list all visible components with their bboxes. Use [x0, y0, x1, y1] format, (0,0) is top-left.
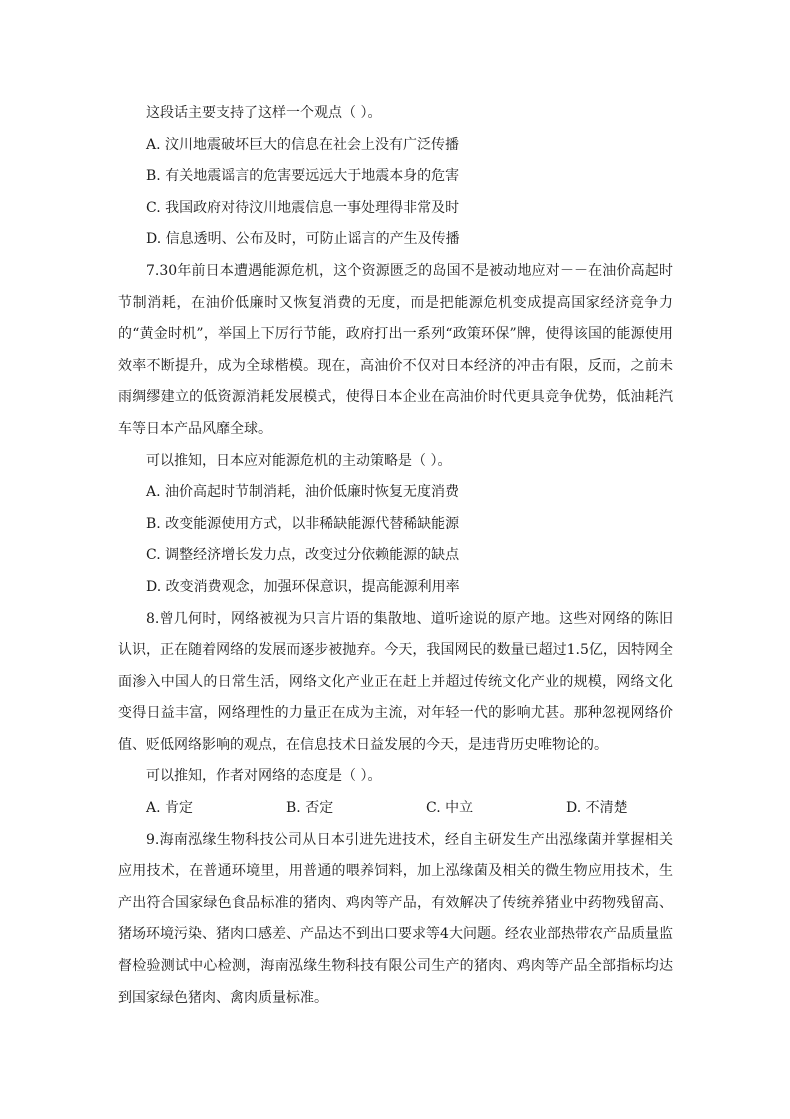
- question-6-option-c: C. 我国政府对待汶川地震信息一事处理得非常及时: [146, 199, 460, 216]
- question-6-option-b: B. 有关地震谣言的危害要远远大于地震本身的危害: [146, 168, 460, 185]
- question-8-option-c: C. 中立: [426, 800, 474, 817]
- question-7-option-c: C. 调整经济增长发力点，改变过分依赖能源的缺点: [146, 547, 460, 564]
- question-7-option-d: D. 改变消费观念，加强环保意识，提高能源利用率: [146, 578, 460, 595]
- question-6-stem: 这段话主要支持了这样一个观点（ ）。: [146, 105, 382, 121]
- question-7-option-a: A. 油价高起时节制消耗，油价低廉时恢复无度消费: [146, 484, 460, 501]
- question-7-stem: 可以推知，日本应对能源危机的主动策略是（ ）。: [146, 452, 452, 469]
- question-9-passage: 9.海南泓缘生物科技公司从日本引进先进技术，经自主研发生产出泓缘菌并掌握相关应用技术，在普通环境里，用普通的喂养饲料，加上泓缘菌及相关的微生物应用技术，生产出符合国家绿色食品标准的猪肉、鸡肉等产品，有效解决了传统养猪业中药物残留高、猪场环境污染、猪肉口感差、产品达不到出口要求等4大问题。经农业部热带农产品质量监督检验测试中心检测，海南泓缘生物科技有限公司生产的猪肉、鸡肉等产品全部指标均达到国家绿色猪肉、禽肉质量标准。: [118, 831, 673, 1006]
- page-content: [118, 98, 673, 1014]
- question-7-passage: 7.30年前日本遭遇能源危机，这个资源匮乏的岛国不是被动地应对－－在油价高起时节制消耗，在油价低廉时又恢复消费的无度，而是把能源危机变成提高国家经济竞争力的“黄金时机”，举国上下厉行节能，政府打出一系列“政策环保”牌，使得该国的能源使用效率不断提升，成为全球楷模。现在，高油价不仅对日本经济的冲击有限，反而，之前未雨绸缪建立的低资源消耗发展模式，使得日本企业在高油价时代更具竞争优势，低油耗汽车等日本产品风靡全球。: [118, 262, 673, 437]
- question-8-option-d: D. 不清楚: [566, 800, 628, 817]
- question-8-passage: 8.曾几何时，网络被视为只言片语的集散地、道听途说的原产地。这些对网络的陈旧认识，正在随着网络的发展而逐步被抛弃。今天，我国网民的数量已超过1.5亿，因特网全面渗入中国人的日常生活，网络文化产业正在赶上并超过传统文化产业的规模，网络文化变得日益丰富，网络理性的力量正在成为主流，对年轻一代的影响尤甚。那种忽视网络价值、贬低网络影响的观点，在信息技术日益发展的今天，是违背历史唯物论的。: [118, 610, 673, 753]
- question-8-option-a: A. 肯定: [146, 800, 194, 817]
- question-8-option-b: B. 否定: [286, 800, 334, 817]
- question-7-option-b: B. 改变能源使用方式，以非稀缺能源代替稀缺能源: [146, 515, 460, 532]
- question-6-option-a: A. 汶川地震破坏巨大的信息在社会上没有广泛传播: [146, 136, 460, 153]
- question-8-options: [118, 793, 673, 825]
- question-6-option-d: D. 信息透明、公布及时，可防止谣言的产生及传播: [146, 231, 460, 248]
- question-8-stem: 可以推知，作者对网络的态度是（ ）。: [146, 768, 382, 785]
